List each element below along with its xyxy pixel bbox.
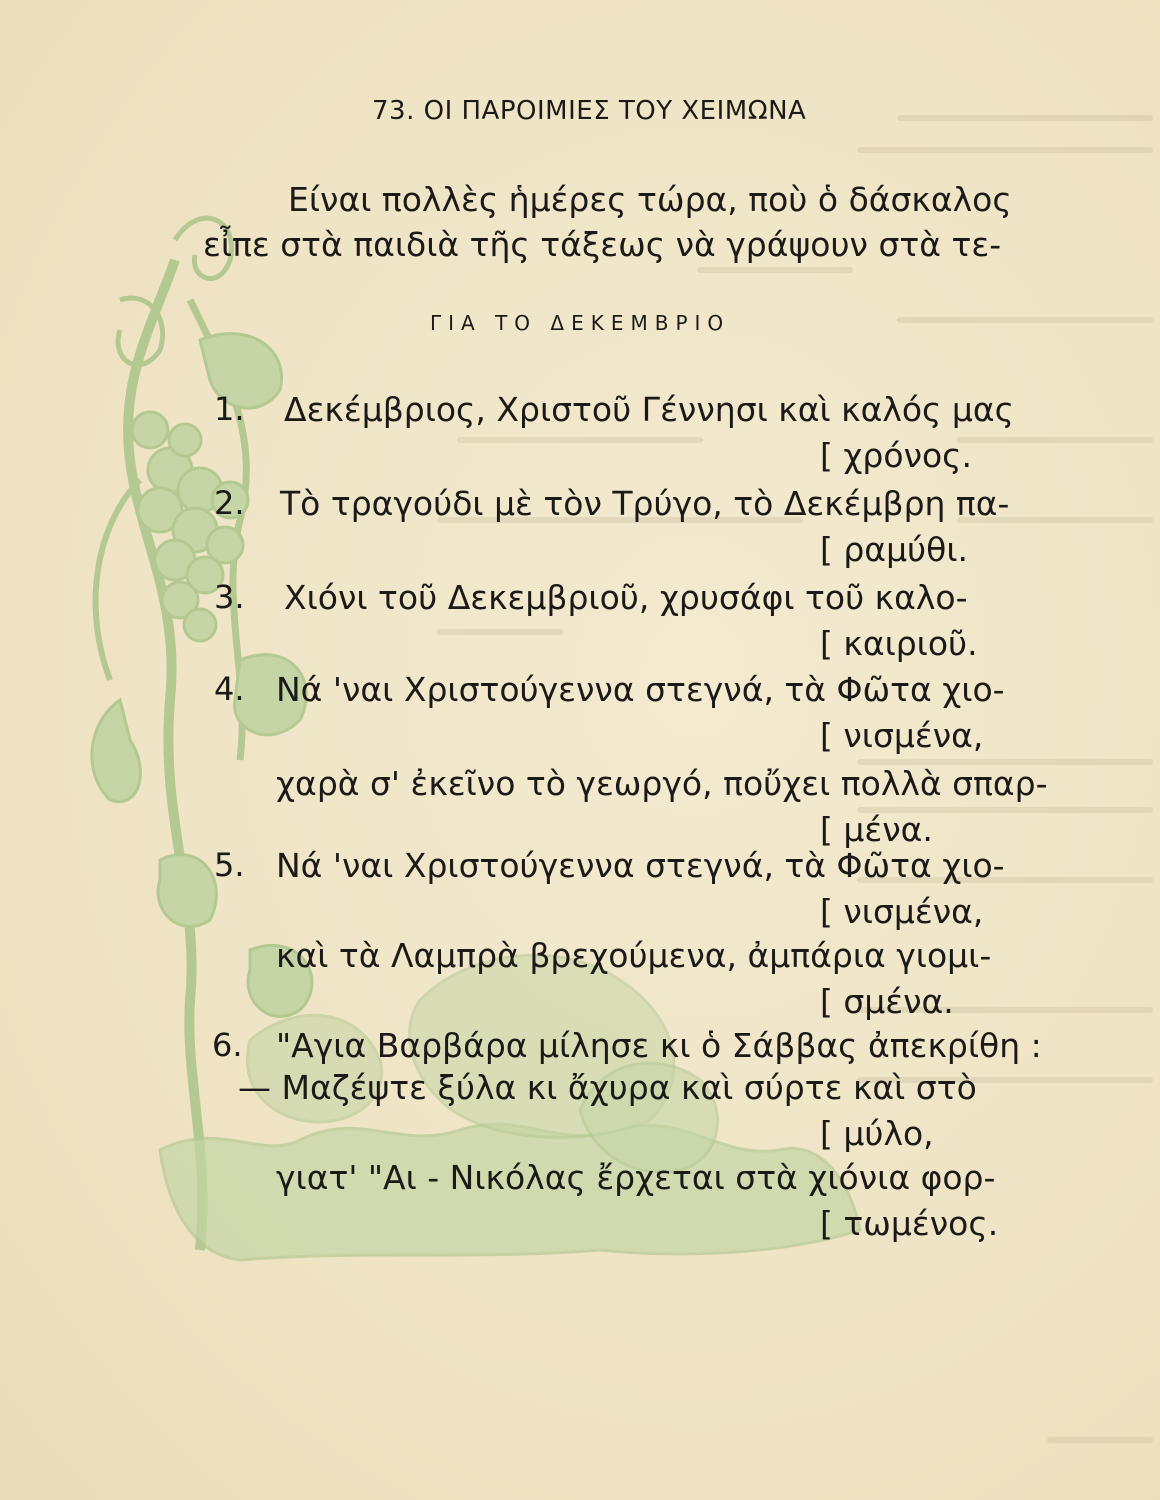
proverb-number: 1.: [214, 390, 245, 428]
proverb-continuation: [ καιριοῦ.: [820, 624, 978, 663]
proverb-number: 5.: [214, 846, 245, 884]
proverb-number: 6.: [212, 1026, 243, 1064]
proverb-continuation: [ μύλο,: [820, 1114, 934, 1153]
proverb-continuation: [ νισμένα,: [820, 892, 984, 931]
proverb-line: Τὸ τραγούδι μὲ τὸν Τρύγο, τὸ Δεκέμβρη πα-: [280, 484, 1010, 523]
proverb-number: 2.: [214, 484, 245, 522]
proverb-number: 3.: [214, 578, 245, 616]
intro-line-2: εἶπε στὰ παιδιὰ τῆς τάξεως νὰ γράψουν στὰ τε-: [203, 225, 1002, 264]
proverb-continuation: [ μένα.: [820, 810, 933, 849]
proverb-number: 4.: [214, 670, 245, 708]
proverb-line: χαρὰ σ' ἐκεῖνο τὸ γεωργό, ποὔχει πολλὰ σπαρ-: [276, 764, 1048, 803]
proverb-line: Χιόνι τοῦ Δεκεμβριοῦ, χρυσάφι τοῦ καλο-: [284, 578, 968, 617]
proverb-line: "Αγια Βαρβάρα μίλησε κι ὁ Σάββας ἀπεκρίθη :: [276, 1026, 1042, 1065]
proverb-continuation: [ χρόνος.: [820, 436, 973, 475]
intro-line-1: Είναι πολλὲς ἡμέρες τώρα, ποὺ ὁ δάσκαλος: [288, 180, 1012, 219]
proverb-line: Νά 'ναι Χριστούγεννα στεγνά, τὰ Φῶτα χιο-: [276, 846, 1005, 885]
proverb-continuation: [ ραμύθι.: [820, 530, 969, 569]
section-heading: ΓΙΑ ΤΟ ΔΕΚΕΜΒΡΙΟ: [430, 311, 731, 335]
proverb-continuation: [ τωμένος.: [820, 1204, 999, 1243]
proverb-continuation: [ σμένα.: [820, 982, 954, 1021]
proverb-line: Δεκέμβριος, Χριστοῦ Γέννησι καὶ καλός μας: [284, 390, 1015, 429]
proverb-line: γιατ' "Αι - Νικόλας ἔρχεται στὰ χιόνια φορ-: [276, 1158, 996, 1197]
page-title: 73. ΟΙ ΠΑΡΟΙΜΙΕΣ ΤΟΥ ΧΕΙΜΩΝΑ: [372, 96, 807, 126]
proverb-line: καὶ τὰ Λαμπρὰ βρεχούμενα, ἀμπάρια γιομι-: [276, 936, 992, 975]
proverb-continuation: [ νισμένα,: [820, 716, 984, 755]
proverb-line: Νά 'ναι Χριστούγεννα στεγνά, τὰ Φῶτα χιο-: [276, 670, 1005, 709]
proverb-line: — Μαζέψτε ξύλα κι ἄχυρα καὶ σύρτε καὶ στὸ: [238, 1068, 977, 1107]
